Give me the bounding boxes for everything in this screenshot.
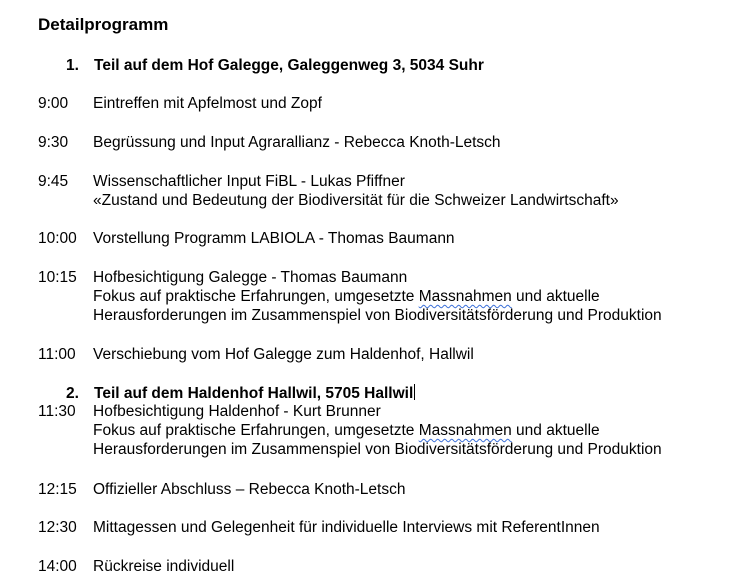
agenda-item: [38, 518, 600, 537]
agenda-item: [38, 268, 662, 324]
spellcheck-word[interactable]: Massnahmen: [418, 422, 512, 439]
agenda-text: Vorstellung Programm LABIOLA - Thomas Baumann: [93, 230, 455, 247]
text-cursor: [414, 384, 415, 400]
agenda-text: Begrüssung und Input Agrarallianz - Rebecca Knoth-Letsch: [93, 134, 501, 151]
agenda-time: 10:00: [38, 230, 77, 247]
agenda-item: [38, 557, 235, 576]
agenda-item: [38, 345, 474, 364]
agenda-detail: Herausforderungen im Zusammenspiel von Biodiversitätsförderung und Produktion: [93, 441, 662, 458]
agenda-text: Offizieller Abschluss – Rebecca Knoth-Letsch: [93, 481, 406, 498]
agenda-item: [38, 402, 662, 458]
agenda-item: [38, 133, 501, 152]
agenda-text: Hofbesichtigung Galegge - Thomas Baumann: [93, 269, 408, 286]
agenda-time: 10:15: [38, 269, 77, 286]
section-heading-1: [66, 57, 484, 75]
agenda-time: 9:30: [38, 134, 69, 151]
agenda-detail: Herausforderungen im Zusammenspiel von Biodiversitätsförderung und Produktion: [93, 307, 662, 324]
section-number: 2.: [66, 385, 79, 402]
agenda-text: Rückreise individuell: [93, 558, 235, 575]
section-number: 1.: [66, 57, 79, 74]
agenda-text: Verschiebung vom Hof Galegge zum Haldenhof, Hallwil: [93, 346, 474, 363]
agenda-time: 9:45: [38, 173, 69, 190]
agenda-detail: Fokus auf praktische Erfahrungen, umgesetzte Massnahmen und aktuelle: [93, 288, 600, 305]
agenda-time: 11:30: [38, 403, 76, 420]
agenda-time: 11:00: [38, 346, 76, 363]
section-title: Teil auf dem Hof Galegge, Galeggenweg 3, 5034 Suhr: [94, 57, 484, 74]
agenda-item: [38, 172, 619, 209]
agenda-text: Eintreffen mit Apfelmost und Zopf: [93, 95, 322, 112]
agenda-detail: Fokus auf praktische Erfahrungen, umgesetzte Massnahmen und aktuelle: [93, 422, 600, 439]
section-title: Teil auf dem Haldenhof Hallwil, 5705 Hallwil: [94, 385, 414, 402]
agenda-subtitle: «Zustand und Bedeutung der Biodiversität für die Schweizer Landwirtschaft»: [93, 192, 619, 209]
agenda-text: Wissenschaftlicher Input FiBL - Lukas Pfiffner: [93, 173, 405, 190]
agenda-time: 14:00: [38, 558, 77, 575]
agenda-time: 12:15: [38, 481, 77, 498]
agenda-text: Hofbesichtigung Haldenhof - Kurt Brunner: [93, 403, 381, 420]
agenda-item: [38, 229, 455, 248]
agenda-item: [38, 94, 322, 113]
section-heading-2[interactable]: [66, 384, 415, 403]
page-title: Detailprogramm: [38, 15, 169, 34]
agenda-time: 9:00: [38, 95, 69, 112]
agenda-text: Mittagessen und Gelegenheit für individuelle Interviews mit ReferentInnen: [93, 519, 600, 536]
spellcheck-word[interactable]: Massnahmen: [418, 288, 512, 305]
agenda-time: 12:30: [38, 519, 77, 536]
agenda-item: [38, 480, 406, 499]
